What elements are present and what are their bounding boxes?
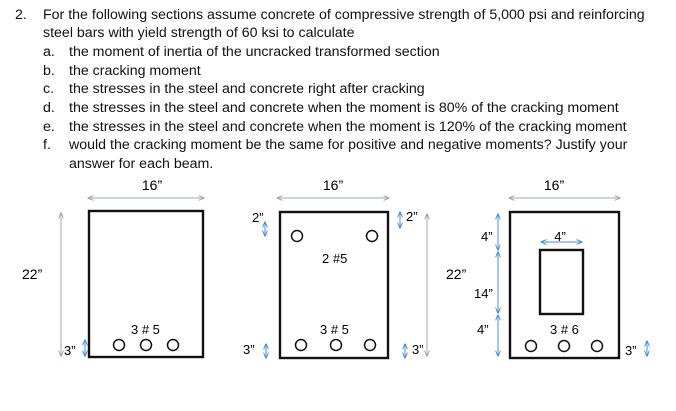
beam3-bar-2 — [559, 341, 570, 352]
item-text-e: the stresses in the steel and concrete when the moment is 120% of the cracking moment — [69, 119, 627, 135]
beam3-bar-3 — [592, 341, 603, 352]
item-letter-f: f. — [43, 137, 51, 153]
beam2 — [243, 177, 427, 358]
beam2-top-bar-1 — [292, 231, 303, 242]
beam1-bars-label: 3 # 5 — [131, 322, 160, 337]
beam3-bars-label: 3 # 6 — [550, 322, 579, 337]
beam3-cover-label: 3” — [625, 343, 637, 358]
beam2-cover-right-label: 3” — [412, 342, 424, 357]
beam3 — [446, 177, 647, 358]
item-text-f-line2: answer for each beam. — [69, 156, 214, 172]
beam3-hole-width-label: 4” — [554, 229, 566, 244]
beam1-height-label: 22” — [22, 266, 43, 282]
item-text-b: the cracking moment — [69, 63, 201, 79]
item-letter-a: a. — [43, 44, 55, 60]
beam2-top-bar-2 — [367, 231, 378, 242]
beam1-bar-2 — [141, 340, 152, 351]
problem-intro-line2: steel bars with yield strength of 60 ksi to calculate — [43, 25, 355, 41]
item-letter-d: d. — [43, 100, 55, 116]
beam3-hole-outline — [540, 250, 583, 314]
problem-intro-line1: For the following sections assume concrete of compressive strength of 5,000 psi and reinforcing — [43, 7, 645, 23]
beam2-bar-1 — [296, 340, 307, 351]
item-text-f-line1: would the cracking moment be the same for positive and negative moments? Justify your — [69, 137, 628, 153]
item-text-c: the stresses in the steel and concrete right after cracking — [69, 81, 425, 97]
item-text-a: the moment of inertia of the uncracked transformed section — [69, 44, 440, 60]
beam3-width-label: 16” — [543, 177, 565, 193]
item-text-d: the stresses in the steel and concrete when the moment is 80% of the cracking moment — [69, 100, 619, 116]
beam2-bar-2 — [331, 340, 342, 351]
beam2-bar-3 — [365, 340, 376, 351]
beam3-bottom-label: 4” — [477, 322, 489, 337]
beam2-width-label: 16” — [322, 177, 344, 193]
beam1-cover-label: 3” — [64, 343, 76, 358]
beam1-bar-3 — [168, 340, 179, 351]
beam2-bars-label: 3 # 5 — [320, 322, 349, 337]
beam2-top-bars-label: 2 #5 — [322, 251, 348, 266]
beam3-top-label: 4” — [481, 229, 493, 244]
beam2-top-cover-right-label: 2” — [406, 209, 418, 224]
item-letter-e: e. — [43, 119, 55, 135]
beam3-bar-1 — [526, 341, 537, 352]
beam2-cover-left-label: 3” — [243, 342, 255, 357]
beam3-mid-label: 14” — [474, 286, 493, 301]
item-letter-b: b. — [43, 63, 55, 79]
beam1 — [22, 177, 204, 358]
item-letter-c: c. — [43, 81, 55, 97]
beam1-bar-1 — [114, 340, 125, 351]
beam2-top-cover-label: 2” — [252, 210, 264, 225]
beam3-height-label: 22” — [446, 266, 467, 282]
beam1-width-label: 16” — [141, 177, 163, 193]
problem-number: 2. — [15, 7, 27, 23]
